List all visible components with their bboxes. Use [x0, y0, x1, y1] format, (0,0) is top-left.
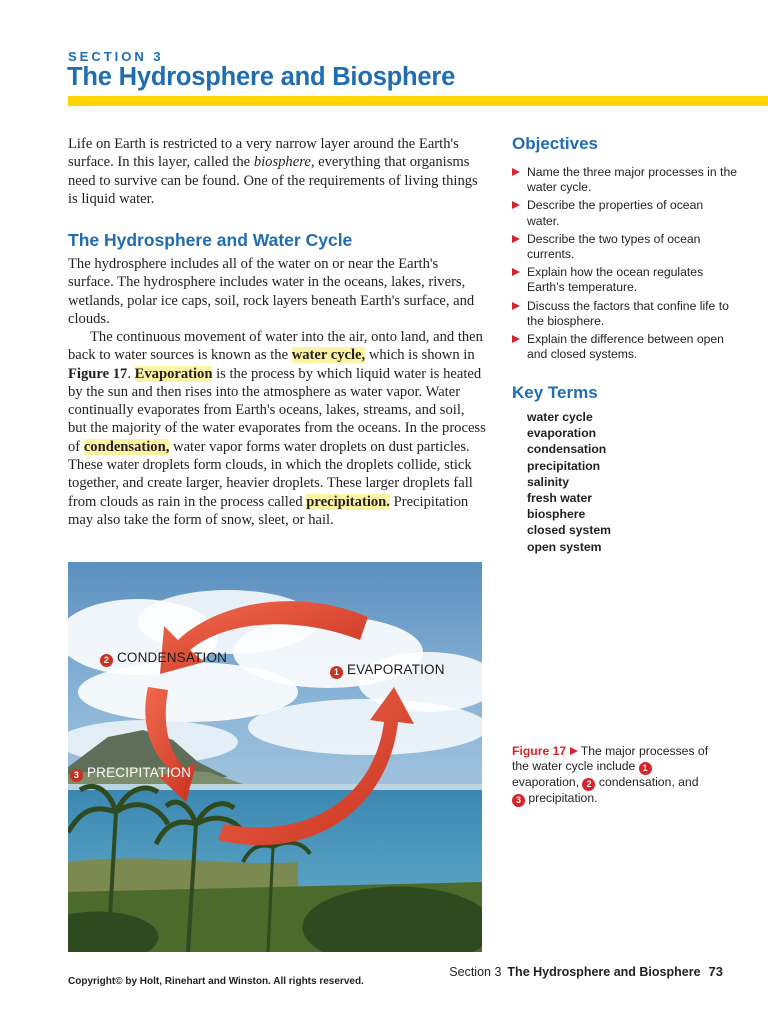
objective-item: Discuss the factors that confine life to the biosphere. — [512, 299, 737, 329]
term-water-cycle: water cycle, — [291, 347, 366, 364]
caption-label: Figure 17 — [512, 744, 567, 758]
term-evaporation: Evaporation — [134, 365, 213, 382]
water-cycle-illustration — [68, 562, 482, 952]
key-term: biosphere — [527, 507, 586, 522]
precipitation-label: 3 PRECIPITATION — [70, 765, 191, 782]
term-biosphere: biosphere, — [253, 154, 315, 171]
title-rule — [68, 96, 768, 106]
horizon-haze — [68, 784, 482, 790]
page-number: 73 — [708, 964, 723, 979]
condensation-label: 2 CONDENSATION — [100, 650, 227, 667]
key-term: salinity — [527, 474, 569, 489]
running-footer — [449, 964, 723, 979]
water-cycle-figure — [68, 562, 482, 952]
objective-item: Describe the properties of ocean water. — [512, 198, 737, 228]
objectives-heading: Objectives — [512, 134, 598, 153]
key-term: open system — [527, 539, 602, 554]
caption-triangle-icon — [570, 747, 578, 755]
objectives-list — [512, 165, 737, 365]
figure-reference: Figure 17 — [68, 365, 128, 382]
evaporation-label: 1 EVAPORATION — [330, 662, 445, 679]
intro-paragraph: Life on Earth is restricted to a very narrow layer around the Earth's surface. In this layer, called the biosphere, everything that organisms need to survive can be found. One of the requirements of living things is liquid water. — [68, 136, 478, 207]
bullet-triangle-icon — [512, 335, 520, 343]
number-3-icon: 3 — [70, 769, 83, 782]
key-term: water cycle — [527, 410, 593, 424]
bullet-triangle-icon — [512, 168, 520, 176]
objective-item: Describe the two types of ocean currents. — [512, 232, 737, 262]
bullet-triangle-icon — [512, 302, 520, 310]
key-terms-heading: Key Terms — [512, 383, 598, 402]
bullet-triangle-icon — [512, 235, 520, 243]
figure-caption: Figure 17 The major processes of the water cycle include 1 evaporation, 2 condensation, and 3 precipitation. — [512, 744, 709, 806]
number-2-icon: 2 — [100, 654, 113, 667]
key-terms-list — [527, 409, 611, 555]
objective-item: Explain the difference between open and closed systems. — [512, 332, 737, 362]
water-cycle-paragraph: The continuous movement of water into the air, onto land, and then back to water sources is known as the water cycle, which is shown in Figure 17. Evaporation is the process by which liquid water is heated by the sun and then rises into the atmosphere as water vapor. Water continually evaporates from Earth's oceans, lakes, streams, and soil, but the majority of the water evaporates from the oceans. In the process of condensation, water vapor forms water droplets on dust particles. These water droplets form clouds, in which the droplets collide, stick together, and create larger, heavier droplets. These larger droplets fall from clouds as rain in the process called precipitation. Precipitation may also take the form of snow, sleet, or hail. — [68, 329, 486, 528]
key-term: evaporation — [527, 426, 597, 441]
footer-title: The Hydrosphere and Biosphere — [507, 965, 701, 979]
number-2-icon: 2 — [582, 778, 595, 791]
number-1-icon: 1 — [330, 666, 343, 679]
objective-item: Explain how the ocean regulates Earth’s temperature. — [512, 265, 737, 295]
page-title: The Hydrosphere and Biosphere — [67, 63, 456, 91]
footer-section: Section 3 — [449, 965, 502, 979]
number-1-icon: 1 — [639, 762, 652, 775]
bullet-triangle-icon — [512, 268, 520, 276]
objective-item: Name the three major processes in the water cycle. — [512, 165, 737, 195]
section-label: SECTION 3 — [68, 49, 164, 64]
key-term: condensation — [527, 442, 607, 457]
number-3-icon: 3 — [512, 794, 525, 807]
copyright-notice: Copyright© by Holt, Rinehart and Winston. All rights reserved. — [68, 976, 364, 987]
key-term: closed system — [527, 523, 612, 538]
hydrosphere-paragraph: The hydrosphere includes all of the water on or near the Earth's surface. The hydrosphere includes water in the oceans, lakes, rivers, wetlands, polar ice caps, soil, rock layers beneath Earth's surface, and clouds. — [68, 256, 475, 327]
term-condensation: condensation, — [83, 438, 170, 455]
key-term: precipitation — [527, 458, 601, 473]
bullet-triangle-icon — [512, 201, 520, 209]
term-precipitation: precipitation. — [306, 493, 390, 510]
subheading-water-cycle: The Hydrosphere and Water Cycle — [68, 230, 353, 250]
key-term: fresh water — [527, 491, 593, 506]
